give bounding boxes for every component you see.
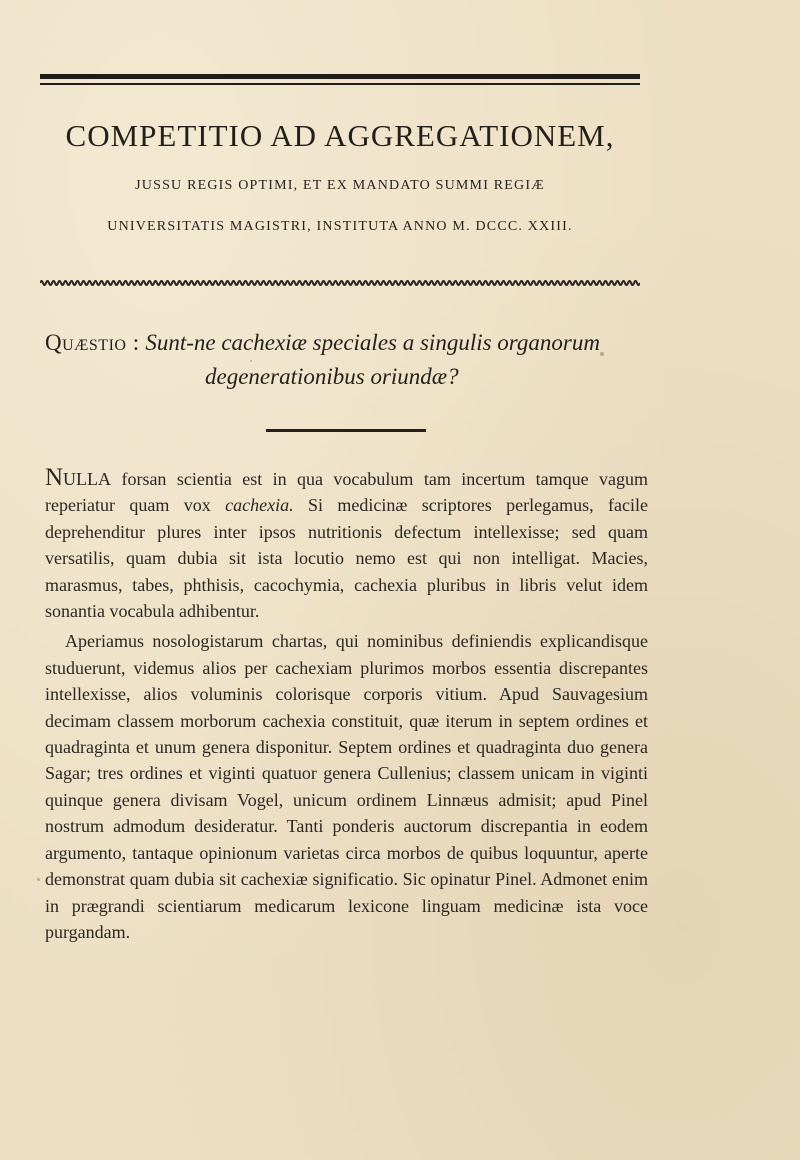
rule-thin [40,83,640,85]
initial-word: Nulla [45,464,112,491]
paragraph-1 [45,465,648,624]
paragraph-1-text-a: forsan scientia est in qua vocabulum tam incertum tamque vagum reperiatur quam vox [45,469,648,516]
paragraph-2: Aperiamus nosologistarum chartas, qui nominibus definiendis explicandisque studuerunt, videmus alios per cachexiam plurimos morbos essentia discrepantes intellexisse, alios voluminis colorisque corporis vitium. Apud Sauvagesium decimam classem morborum cachexia constituit, quæ iterum in septem ordines et quadraginta et unum genera disponitur. Septem ordines et quadraginta duo genera Sagar; tres ordines et viginti quatuor genera Cullenius; classem unicam in viginti quinque genera divisam Vogel, unicum ordinem Linnæus admisit; apud Pinel nostrum admodum desideratur. Tanti ponderis auctorum discrepantia in eodem argumento, tantaque opinionum varietas circa morbos de quibus loquuntur, aperte demonstrat quam dubia sit cachexiæ significatio. Sic opinatur Pinel. Admonet enim in prægrandi scientiarum medicarum lexicone linguam medicinæ ista voce purgandam. [45,631,648,942]
question-block [45,326,645,394]
header-double-rule [40,74,640,87]
paper-speck [250,360,252,362]
subtitle-line-2: UNIVERSITATIS MAGISTRI, INSTITUTA ANNO M. DCCC. XXIII. [107,219,573,234]
paper-speck [600,352,604,356]
paper-speck [37,878,40,881]
section-rule [266,429,426,432]
wavy-divider [40,278,640,288]
paragraph-1-italic: cachexia. [225,495,294,516]
question-text-line-1: Sunt-ne cachexiæ speciales a singulis organorum [145,330,600,355]
question-label: Quæstio : [45,330,140,355]
body-text [45,465,648,945]
rule-thick [40,74,640,79]
question-text-line-2: degenerationibus oriundæ? [205,364,459,389]
page-title: COMPETITIO AD AGGREGATIONEM, [65,118,615,153]
subtitle-line-1: JUSSU REGIS OPTIMI, ET EX MANDATO SUMMI REGIÆ [135,178,545,193]
paragraph-1-text-b: Si medicinæ scriptores perlegamus, facile deprehenditur plures inter ipsos nutritionis defectum intellexisse; sed quam versatilis, quam dubia sit ista locutio nemo est qui non intelligat. Macies, marasmus, tabes, phthisis, cacochymia, cachexia pluribus in libris velut idem sonantia vocabula adhibentur. [45,495,648,622]
